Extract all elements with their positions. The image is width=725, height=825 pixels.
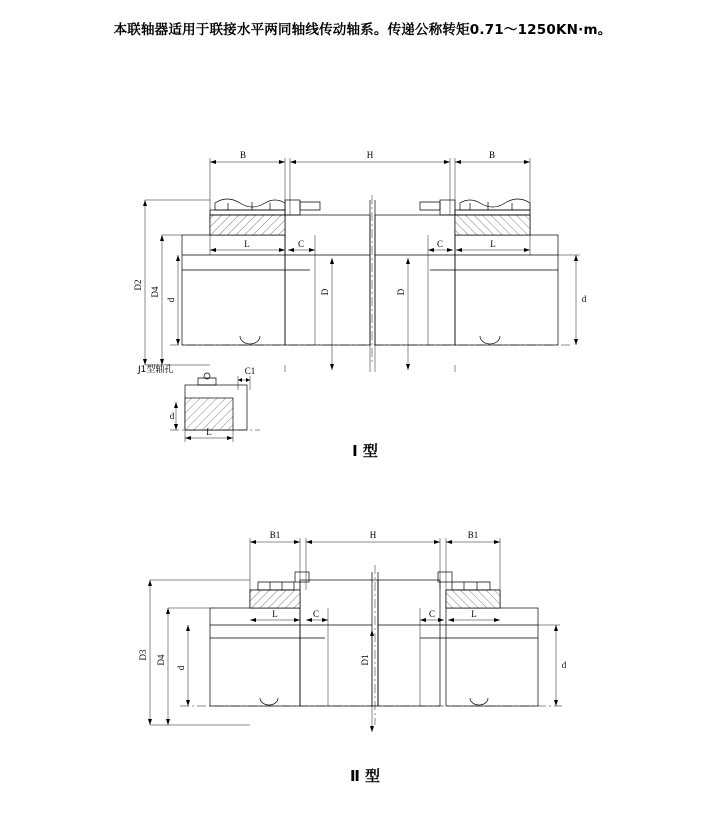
svg-text:D1: D1 bbox=[360, 654, 370, 666]
svg-text:L: L bbox=[206, 427, 212, 437]
svg-text:C1: C1 bbox=[244, 366, 256, 376]
svg-text:B1: B1 bbox=[467, 530, 479, 540]
svg-text:B: B bbox=[239, 150, 247, 160]
figure-1-drawing bbox=[110, 140, 610, 470]
figure-2-label: Ⅱ 型 bbox=[349, 767, 381, 785]
figure-1-label: Ⅰ 型 bbox=[352, 442, 378, 460]
svg-text:B1: B1 bbox=[269, 530, 281, 540]
svg-text:D: D bbox=[396, 288, 406, 296]
figure-2-drawing bbox=[110, 520, 610, 750]
svg-text:C: C bbox=[312, 609, 320, 619]
svg-text:L: L bbox=[490, 239, 496, 249]
svg-text:H: H bbox=[369, 530, 377, 540]
svg-text:d: d bbox=[561, 660, 567, 670]
svg-text:D2: D2 bbox=[133, 279, 143, 291]
svg-text:L: L bbox=[471, 609, 477, 619]
svg-text:L: L bbox=[244, 239, 250, 249]
svg-text:d: d bbox=[176, 665, 186, 671]
detail-label-text: J1型轴孔 bbox=[138, 365, 174, 375]
svg-text:C: C bbox=[297, 239, 305, 249]
svg-text:H: H bbox=[366, 150, 374, 160]
svg-text:d: d bbox=[166, 297, 176, 303]
svg-text:d: d bbox=[169, 411, 175, 421]
svg-text:C: C bbox=[436, 239, 444, 249]
page-description: 本联轴器适用于联接水平两同轴线传动轴系。传递公称转矩0.71～1250KN·m。 bbox=[113, 22, 612, 38]
svg-text:B: B bbox=[488, 150, 496, 160]
svg-text:D: D bbox=[320, 288, 330, 296]
svg-text:C: C bbox=[428, 609, 436, 619]
svg-text:d: d bbox=[581, 294, 587, 304]
svg-text:D3: D3 bbox=[138, 649, 148, 661]
svg-text:D4: D4 bbox=[156, 654, 166, 666]
svg-text:D4: D4 bbox=[150, 286, 160, 298]
svg-text:L: L bbox=[272, 609, 278, 619]
